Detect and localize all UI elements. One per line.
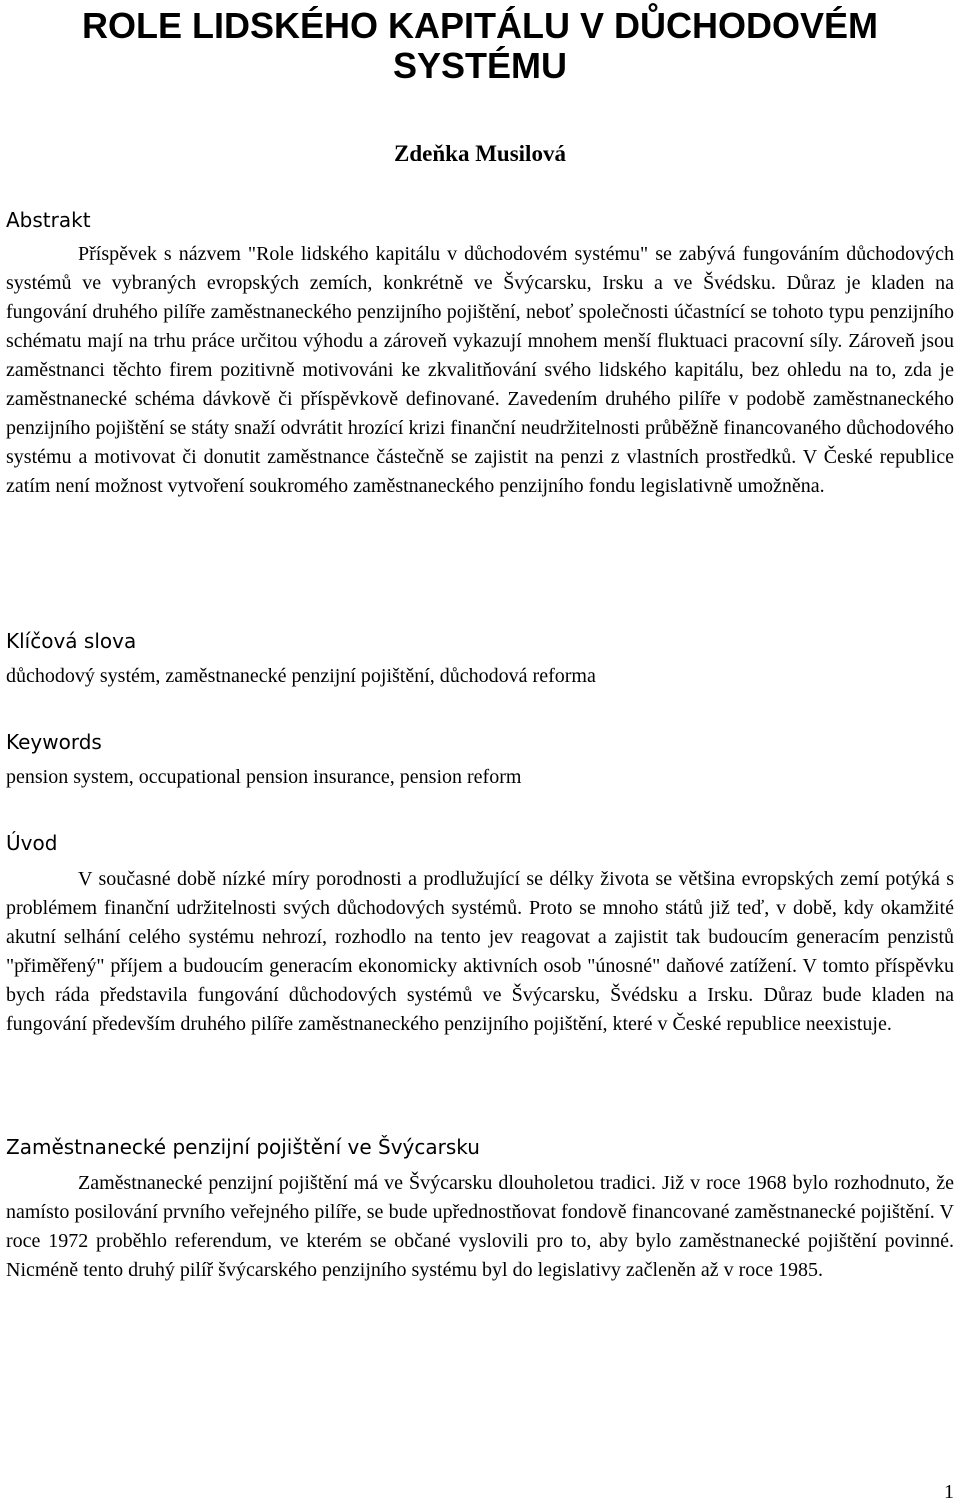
keywords-cz-heading: Klíčová slova (6, 629, 137, 653)
keywords-en-text: pension system, occupational pension insurance, pension reform (6, 766, 522, 788)
keywords-cz-text: důchodový systém, zaměstnanecké penzijní pojištění, důchodová reforma (6, 665, 596, 687)
keywords-en-heading: Keywords (6, 730, 102, 754)
intro-text: V současné době nízké míry porodnosti a prodlužující se délky života se většina evropských zemí potýká s problémem finanční udržitelnosti svých důchodových systémů. Proto se mnoho států již teď, v době, kdy okamžité akutní selhání celého systému nehrozí, rozhodlo na tento jev reagovat a zajistit tak budoucím generacím penzistů "přiměřený" příjem a budoucím generacím ekonomicky aktivních osob "únosné" daňové zatížení. V tomto příspěvku bych ráda představila fungování důchodových systémů ve Švýcarsku, Švédsku a Irsku. Důraz bude kladen na fungování především druhého pilíře zaměstnaneckého penzijního pojištění, které v České republice neexistuje. (6, 868, 954, 1035)
abstract-heading: Abstrakt (6, 208, 91, 232)
abstract-text: Příspěvek s názvem "Role lidského kapitálu v důchodovém systému" se zabývá fungováním důchodových systémů ve vybraných evropských zemích, konkrétně ve Švýcarsku, Irsku a ve Švédsku. Důraz je kladen na fungování druhého pilíře zaměstnaneckého penzijního pojištění, neboť společnosti účastnící se tohoto typu penzijního schématu mají na trhu práce určitou výhodu a zároveň vykazují mnohem menší fluktuaci pracovní síly. Zároveň jsou zaměstnanci těchto firem pozitivně motivováni ke zkvalitňování svého lidského kapitálu, bez ohledu na to, zda je zaměstnanecké schéma dávkově či příspěvkově definované. Zavedením druhého pilíře v podobě zaměstnaneckého penzijního pojištění se státy snaží odvrátit hrozící krizi finanční neudržitelnosti průběžně financovaného důchodového systému a motivovat či donutit zaměstnance částečně se zajistit na penzi z vlastních prostředků. V České republice zatím není možnost vytvoření soukromého zaměstnaneckého penzijního fondu legislativně umožněna. (6, 243, 954, 497)
intro-heading: Úvod (6, 831, 58, 855)
switzerland-heading: Zaměstnanecké penzijní pojištění ve Švýcarsku (6, 1135, 480, 1159)
page-number: 1 (944, 1481, 954, 1503)
paper-title: ROLE LIDSKÉHO KAPITÁLU V DŮCHODOVÉM SYSTÉMU (81, 5, 879, 86)
author-name: Zdeňka Musilová (394, 141, 566, 166)
switzerland-text: Zaměstnanecké penzijní pojištění má ve Švýcarsku dlouholetou tradici. Již v roce 1968 bylo rozhodnuto, že namísto posilování prvního veřejného pilíře, se bude upřednostňovat fondově financované zaměstnanecké pojištění. V roce 1972 proběhlo referendum, ve kterém se občané vyslovili pro to, aby bylo zaměstnanecké pojištění povinné. Nicméně tento druhý pilíř švýcarského penzijního systému byl do legislativy začleněn až v roce 1985. (6, 1172, 954, 1281)
